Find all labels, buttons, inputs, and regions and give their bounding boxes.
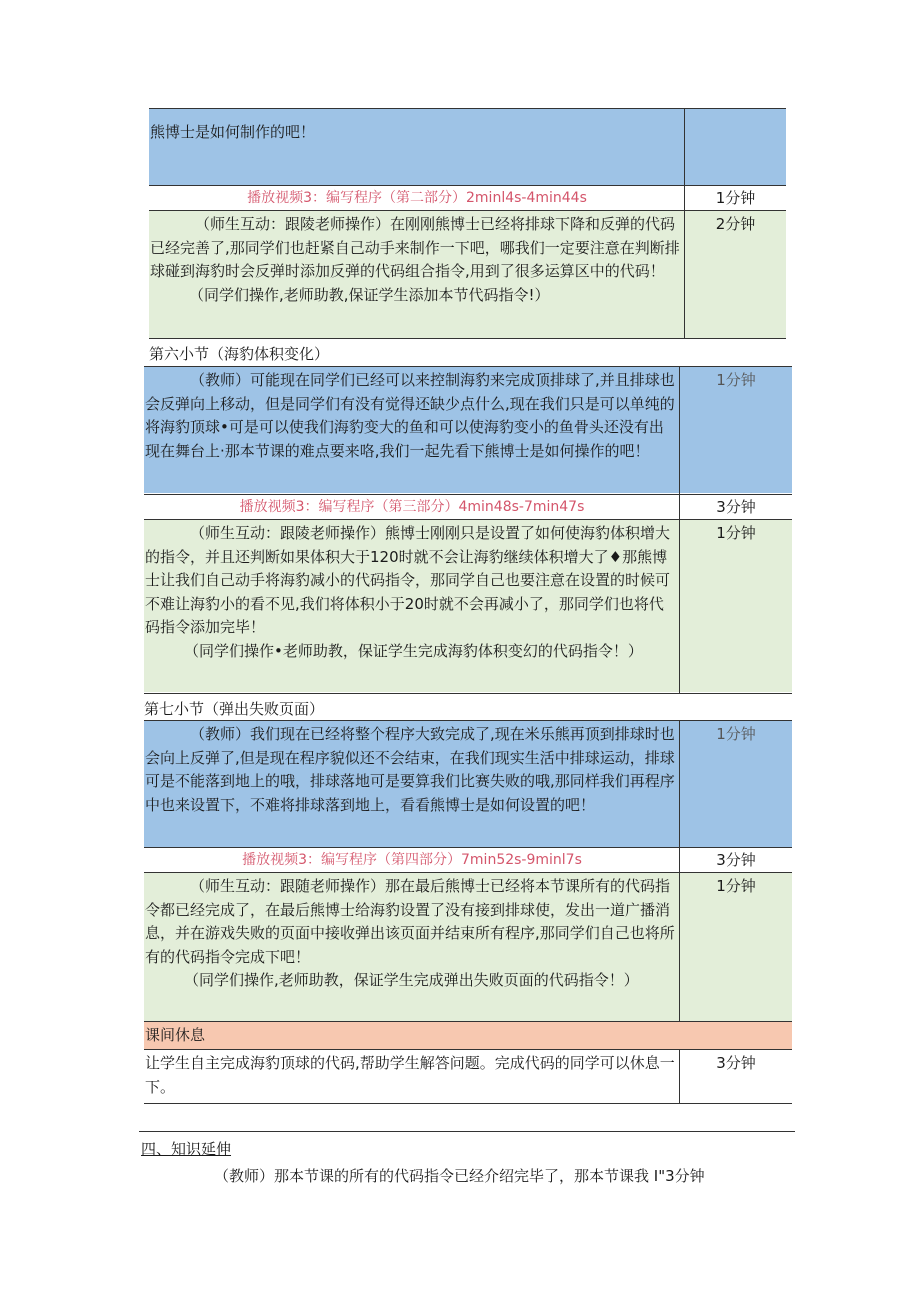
- row-3-side: 2分钟: [685, 211, 786, 338]
- col-divider: [684, 108, 685, 339]
- row-11-main: [144, 1050, 680, 1103]
- row-8-video: [144, 848, 680, 872]
- section-6-heading: 第六小节（海豹体积变化）: [149, 345, 330, 363]
- rule: [144, 847, 792, 848]
- row-9-para-2: （同学们操作,老师助教，保证学生完成弹出失败页面的代码指令！）: [184, 971, 639, 989]
- rule: [149, 210, 786, 211]
- row-1-text: 熊博士是如何制作的吧！: [150, 123, 316, 141]
- row-1-main: [149, 109, 685, 185]
- row-7-main: [144, 721, 680, 847]
- rule: [144, 494, 792, 495]
- rule: [144, 693, 792, 694]
- rule: [149, 108, 786, 109]
- row-11-side: 3分钟: [716, 1054, 756, 1072]
- rule: [144, 366, 792, 367]
- row-3-para-2: （同学们操作,老师助教,保证学生添加本节代码指令!）: [189, 285, 550, 304]
- row-1-side: [685, 109, 786, 185]
- row-5-duration: 3分钟: [716, 498, 756, 516]
- video-4-label: 播放视频3：编写程序（第四部分）7min52s-9minl7s: [242, 852, 582, 868]
- row-9-para-1: （师生互动：跟随老师操作）那在最后熊博士已经将本节课所有的代码指令都已经完成了，在最后熊博士给海豹设置了没有接到排球使，发出一道广播消息，并在游戏失败的页面中接收弹出该页面并结束所有程序,那同学们自己也将所有的代码指令完成下吧！: [145, 877, 675, 966]
- section-4-rule: [139, 1131, 795, 1132]
- video-2-label: 播放视频3：编写程序（第二部分）2minl4s-4min44s: [247, 190, 587, 206]
- row-5-video: [144, 495, 680, 519]
- row-3-main: [149, 211, 685, 338]
- row-4-main: [144, 367, 680, 493]
- break-label: 课间休息: [145, 1026, 206, 1044]
- rule: [149, 185, 786, 186]
- row-7-text: （教师）我们现在已经将整个程序大致完成了,现在米乐熊再顶到排球时也会向上反弹了,但是现在程序貌似还不会结束，在我们现实生活中排球运动，排球可是不能落到地上的哦，排球落地可是要算我们比赛失败的哦,那同样我们再程序中也来设置下，不难将排球落到地上，看看熊博士是如何设置的吧！: [145, 725, 675, 814]
- section-4-title: 四、知识延伸: [141, 1140, 232, 1158]
- row-10-break: [144, 1022, 792, 1049]
- row-2-video: [149, 186, 685, 211]
- rule: [149, 338, 786, 339]
- row-8-duration: 3分钟: [716, 851, 756, 869]
- row-7-side: 1分钟: [680, 721, 792, 847]
- row-6-para-2: （同学们操作•老师助教，保证学生完成海豹体积变幻的代码指令！）: [184, 641, 643, 660]
- row-9-side: 1分钟: [680, 873, 792, 1021]
- col-divider: [679, 720, 680, 1022]
- row-2-duration: 1分钟: [715, 189, 756, 207]
- rule: [144, 872, 792, 873]
- video-3-label: 播放视频3：编写程序（第三部分）4min48s-7min47s: [239, 499, 585, 515]
- row-4-side: 1分钟: [680, 367, 792, 493]
- row-3-para-1: （师生互动：跟陵老师操作）在刚刚熊博士已经将排球下降和反弹的代码已经完善了,那同学们也赶紧自己动手来制作一下吧，哪我们一定要注意在判断排球碰到海豹时会反弹时添加反弹的代码组合指令,用到了很多运算区中的代码！: [150, 215, 680, 280]
- rule: [144, 519, 792, 520]
- col-divider: [679, 1049, 680, 1104]
- section-7-heading: 第七小节（弹出失败页面）: [144, 700, 325, 718]
- rule: [144, 1021, 792, 1022]
- col-divider: [679, 366, 680, 694]
- section-4-text: （教师）那本节课的所有的代码指令已经介绍完毕了，那本节课我 I"3分钟: [214, 1167, 705, 1185]
- row-4-text: （教师）可能现在同学们已经可以来控制海豹来完成顶排球了,并且排球也会反弹向上移动，但是同学们有没有觉得还缺少点什么,现在我们只是可以单纯的将海豹顶球•可是可以使我们海豹变大的鱼和可以使海豹变小的鱼骨头还没有出现在舞台上·那本节课的难点要来咯,我们一起先看下熊博士是如何操作的吧！: [145, 371, 675, 460]
- row-6-main: [144, 520, 680, 692]
- row-9-main: [144, 873, 680, 1021]
- rule: [144, 1049, 792, 1050]
- rule: [144, 720, 792, 721]
- rule: [144, 1103, 792, 1104]
- row-11-text: 让学生自主完成海豹顶球的代码,帮助学生解答问题。完成代码的同学可以休息一下。: [145, 1054, 675, 1096]
- row-6-side: 1分钟: [680, 520, 792, 692]
- row-6-para-1: （师生互动：跟陵老师操作）熊博士刚刚只是设置了如何使海豹体积增大的指令，并且还判断如果体积大于120时就不会让海豹继续体积增大了♦那熊博士让我们自己动手将海豹减小的代码指令，那同学自己也要注意在设置的时候可不难让海豹小的看不见,我们将体积小于20时就不会再减小了，那同学们也将代码指令添加完毕！: [145, 524, 671, 636]
